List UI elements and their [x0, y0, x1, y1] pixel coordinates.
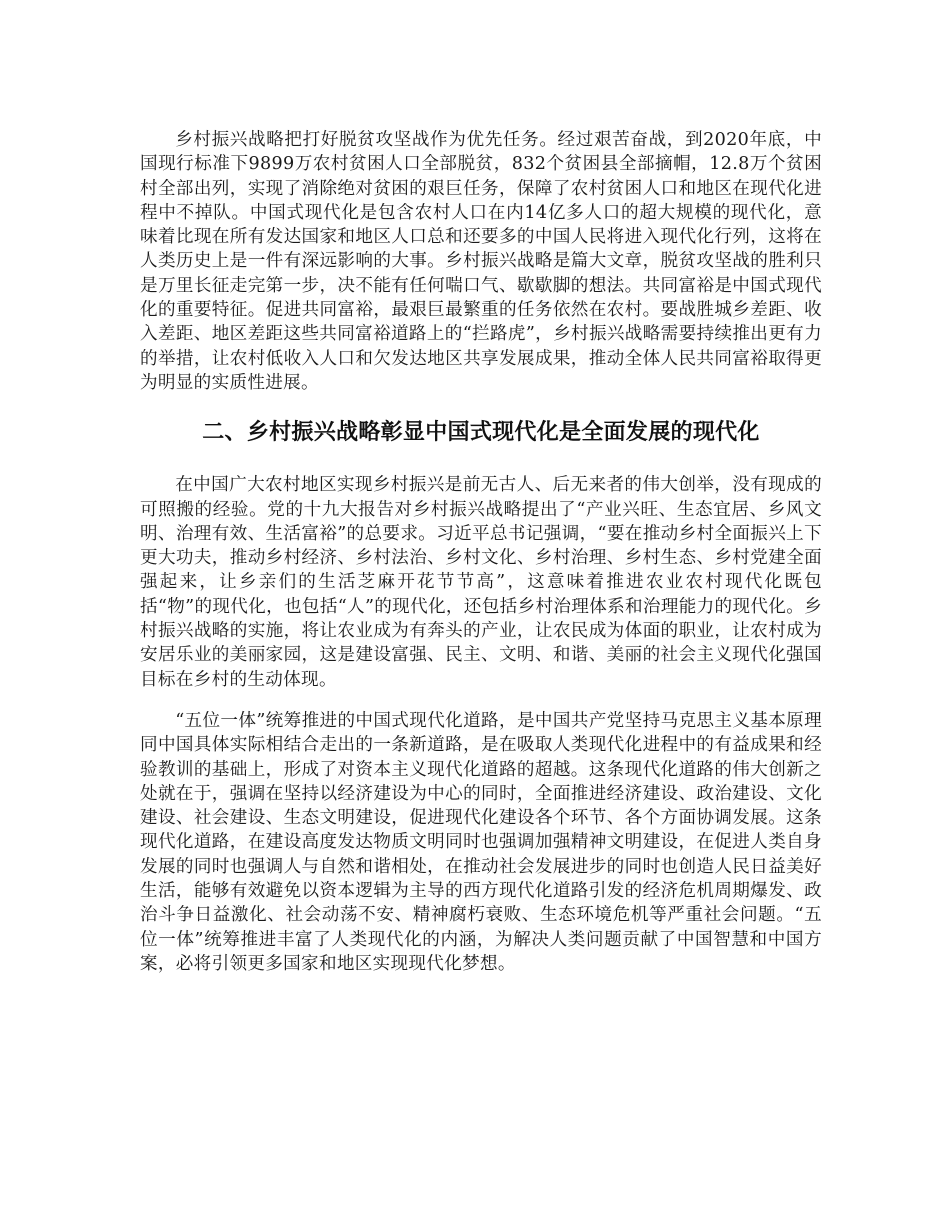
document-page: [140, 128, 822, 976]
paragraph-five-in-one: “五位一体”统筹推进的中国式现代化道路，是中国共产党坚持马克思主义基本原理同中国具体实际相结合走出的一条新道路，是在吸取人类现代化进程中的有益成果和经验教训的基础上，形成了对资本主义现代化道路的超越。这条现代化道路的伟大创新之处就在于，强调在坚持以经济建设为中心的同时，全面推进经济建设、政治建设、文化建设、社会建设、生态文明建设，促进现代化建设各个环节、各个方面协调发展。这条现代化道路，在建设高度发达物质文明同时也强调加强精神文明建设，在促进人类自身发展的同时也强调人与自然和谐相处，在推动社会发展进步的同时也创造人民日益美好生活，能够有效避免以资本逻辑为主导的西方现代化道路引发的经济危机周期爆发、政治斗争日益激化、社会动荡不安、精神腐朽衰败、生态环境危机等严重社会问题。“五位一体”统筹推进丰富了人类现代化的内涵，为解决人类问题贡献了中国智慧和中国方案，必将引领更多国家和地区实现现代化梦想。: [140, 710, 822, 974]
paragraph-poverty-alleviation: 乡村振兴战略把打好脱贫攻坚战作为优先任务。经过艰苦奋战，到2020年底，中国现行标准下9899万农村贫困人口全部脱贫，832个贫困县全部摘帽，12.8万个贫困村全部出列，实现了消除绝对贫困的艰巨任务，保障了农村贫困人口和地区在现代化进程中不掉队。中国式现代化是包含农村人口在内14亿多人口的超大规模的现代化，意味着比现在所有发达国家和地区人口总和还要多的中国人民将进入现代化行列，这将在人类历史上是一件有深远影响的大事。乡村振兴战略是篇大文章，脱贫攻坚战的胜利只是万里长征走完第一步，决不能有任何喘口气、歇歇脚的想法。共同富裕是中国式现代化的重要特征。促进共同富裕，最艰巨最繁重的任务依然在农村。要战胜城乡差距、收入差距、地区差距这些共同富裕道路上的“拦路虎”，乡村振兴战略需要持续推出更有力的举措，让农村低收入人口和欠发达地区共享发展成果，推动全体人民共同富裕取得更为明显的实质性进展。: [140, 130, 822, 393]
section-heading: 二、乡村振兴战略彰显中国式现代化是全面发展的现代化: [202, 420, 760, 446]
paragraph-rural-revitalization: 在中国广大农村地区实现乡村振兴是前无古人、后无来者的伟大创举，没有现成的可照搬的经验。党的十九大报告对乡村振兴战略提出了“产业兴旺、生态宜居、乡风文明、治理有效、生活富裕”的总要求。习近平总书记强调，“要在推动乡村全面振兴上下更大功夫，推动乡村经济、乡村法治、乡村文化、乡村治理、乡村生态、乡村党建全面强起来，让乡亲们的生活芝麻开花节节高”，这意味着推进农业农村现代化既包括“物”的现代化，也包括“人”的现代化，还包括乡村治理体系和治理能力的现代化。乡村振兴战略的实施，将让农业成为有奔头的产业，让农民成为体面的职业，让农村成为安居乐业的美丽家园，这是建设富强、民主、文明、和谐、美丽的社会主义现代化强国目标在乡村的生动体现。: [140, 475, 822, 690]
